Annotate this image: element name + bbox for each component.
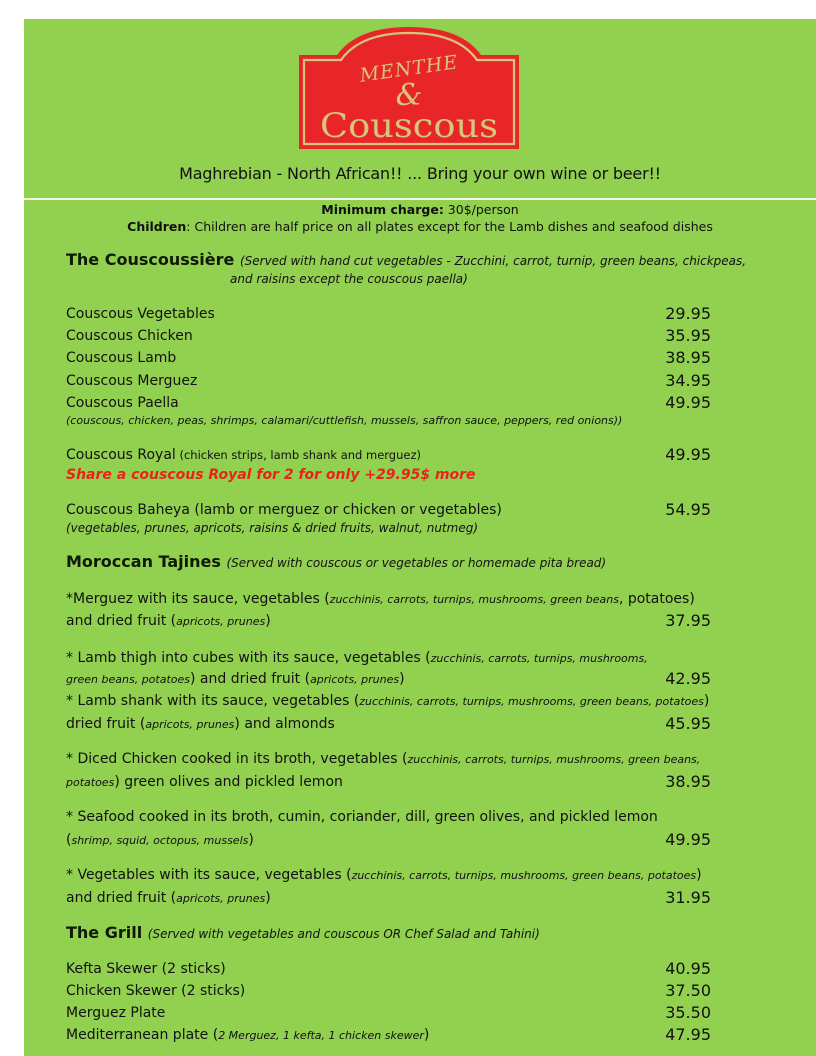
menu-item	[66, 982, 711, 1000]
item-text: dried fruit (	[66, 716, 146, 732]
item-ingredients: apricots, prunes	[176, 892, 266, 905]
menu-item	[66, 372, 711, 390]
item-ingredients: zucchinis, carrots, turnips, mushrooms,	[430, 652, 648, 665]
tajine-item	[66, 866, 711, 885]
item-ingredients: potatoes	[66, 776, 115, 789]
item-price: 35.95	[665, 326, 711, 345]
item-text: * Seafood cooked in its broth, cumin, coriander, dill, green olives, and pickled lemon	[66, 809, 658, 825]
menu-item	[66, 394, 711, 412]
section-title: The Couscoussière	[66, 250, 235, 269]
item-price: 42.95	[665, 669, 711, 688]
item-detail: 2 Merguez, 1 kefta, 1 chicken skewer	[218, 1029, 424, 1042]
menu-item-baheya	[66, 501, 711, 519]
menu-item-royal	[66, 446, 711, 464]
item-detail: (chicken strips, lamb shank and merguez)	[175, 448, 421, 462]
item-name: Mediterranean plate (	[66, 1027, 219, 1043]
menu-item	[66, 1004, 711, 1022]
section-title: The Grill	[66, 923, 143, 942]
item-price: 37.50	[665, 981, 711, 1000]
item-price: 45.95	[665, 714, 711, 733]
item-text: and dried fruit (	[66, 613, 177, 629]
policy-info	[24, 201, 816, 235]
item-text: )	[399, 671, 405, 687]
item-price: 49.95	[665, 393, 711, 412]
menu-item	[66, 349, 711, 367]
header-divider	[24, 198, 816, 200]
item-price: 29.95	[665, 304, 711, 323]
promo-text: Share a couscous Royal for 2 for only +29.95$ more	[66, 467, 476, 483]
item-price: 38.95	[665, 772, 711, 791]
logo-couscous: Couscous	[320, 106, 498, 146]
item-text: and dried fruit (	[66, 890, 177, 906]
item-description: (vegetables, prunes, apricots, raisins & dried fruits, walnut, nutmeg)	[66, 521, 478, 535]
item-ingredients: zucchinis, carrots, turnips, mushrooms, green beans,	[407, 753, 701, 766]
item-text: *Merguez with its sauce, vegetables (	[66, 591, 330, 607]
item-name: Kefta Skewer (2 sticks)	[66, 961, 226, 977]
item-name: Couscous Royal	[66, 447, 176, 463]
logo-ampersand: &	[395, 78, 423, 113]
menu-item	[66, 960, 711, 978]
item-description: (couscous, chicken, peas, shrimps, calamari/cuttlefish, mussels, saffron sauce, peppers, red onions))	[66, 414, 623, 427]
item-text: )	[265, 613, 271, 629]
item-text: )	[423, 1027, 430, 1043]
section-tajines-title	[66, 552, 606, 571]
tajine-item	[66, 750, 711, 769]
item-price: 38.95	[665, 348, 711, 367]
item-price: 49.95	[665, 445, 711, 464]
item-price: 49.95	[665, 830, 711, 849]
item-name: Couscous Baheya (lamb or merguez or chicken or vegetables)	[66, 502, 502, 518]
section-couscoussiere-title	[66, 250, 746, 269]
tajine-item	[66, 692, 711, 711]
tagline: Maghrebian - North African!! ... Bring your own wine or beer!!	[179, 164, 661, 183]
item-name: Couscous Vegetables	[66, 306, 215, 322]
section-grill-title	[66, 923, 540, 942]
item-name: Couscous Paella	[66, 395, 179, 411]
item-text: (	[66, 832, 72, 848]
item-price: 35.50	[665, 1003, 711, 1022]
item-ingredients: green beans, potatoes	[66, 673, 191, 686]
item-name: Chicken Skewer (2 sticks)	[66, 983, 246, 999]
item-ingredients: shrimp, squid, octopus, mussels	[71, 834, 249, 847]
item-ingredients: zucchinis, carrots, turnips, mushrooms, green beans	[329, 593, 619, 606]
tajine-item-line2	[66, 889, 711, 908]
item-name: Merguez Plate	[66, 1005, 166, 1021]
item-text: , potatoes)	[618, 591, 695, 607]
menu-item	[66, 305, 711, 323]
item-name: Couscous Chicken	[66, 328, 193, 344]
menu-item	[66, 1026, 711, 1045]
item-price: 34.95	[665, 371, 711, 390]
item-text: * Diced Chicken cooked in its broth, vegetables (	[66, 751, 408, 767]
section-title: Moroccan Tajines	[66, 552, 221, 571]
item-ingredients: apricots, prunes	[145, 718, 235, 731]
section-note: (Served with couscous or vegetables or homemade pita bread)	[226, 556, 607, 570]
item-price: 31.95	[665, 888, 711, 907]
tajine-item	[66, 590, 711, 609]
item-text: * Lamb thigh into cubes with its sauce, vegetables (	[66, 650, 431, 666]
tajine-item	[66, 649, 711, 668]
item-text: ) green olives and pickled lemon	[114, 774, 343, 790]
menu-item	[66, 327, 711, 345]
item-text: )	[265, 890, 271, 906]
section-note: (Served with vegetables and couscous OR Chef Salad and Tahini)	[147, 927, 540, 941]
item-text: * Lamb shank with its sauce, vegetables (	[66, 693, 360, 709]
tajine-item-line2	[66, 612, 711, 631]
item-text: ) and almonds	[234, 716, 335, 732]
tajine-item-line2	[66, 773, 711, 792]
minimum-charge	[24, 201, 816, 218]
logo-menthe: MENTHE	[358, 51, 460, 87]
restaurant-logo	[297, 25, 521, 151]
item-text: )	[248, 832, 254, 848]
item-name: Couscous Lamb	[66, 350, 177, 366]
item-name: Couscous Merguez	[66, 373, 198, 389]
tajine-item-line2	[66, 670, 711, 689]
item-text: * Vegetables with its sauce, vegetables (	[66, 867, 352, 883]
children-text: : Children are half price on all plates except for the Lamb dishes and seafood dishes	[186, 219, 713, 234]
item-price: 54.95	[665, 500, 711, 519]
children-label: Children	[127, 219, 187, 234]
item-price: 37.95	[665, 611, 711, 630]
item-ingredients: apricots, prunes	[176, 615, 266, 628]
minimum-charge-label: Minimum charge:	[321, 202, 444, 217]
item-ingredients: apricots, prunes	[310, 673, 400, 686]
children-policy	[24, 218, 816, 235]
item-price: 47.95	[665, 1025, 711, 1044]
item-ingredients: zucchinis, carrots, turnips, mushrooms, green beans, potatoes	[359, 695, 704, 708]
item-text: )	[703, 693, 710, 709]
section-note-line2: and raisins except the couscous paella)	[230, 272, 468, 286]
tajine-item	[66, 808, 711, 826]
tajine-item-line2	[66, 831, 711, 850]
item-text: )	[696, 867, 702, 883]
item-ingredients: zucchinis, carrots, turnips, mushrooms, green beans, potatoes	[351, 869, 697, 882]
section-note: (Served with hand cut vegetables - Zucchini, carrot, turnip, green beans, chickpeas,	[239, 254, 747, 268]
item-price: 40.95	[665, 959, 711, 978]
minimum-charge-value: 30$/person	[443, 202, 519, 217]
item-text: ) and dried fruit (	[190, 671, 311, 687]
tajine-item-line2	[66, 715, 711, 734]
